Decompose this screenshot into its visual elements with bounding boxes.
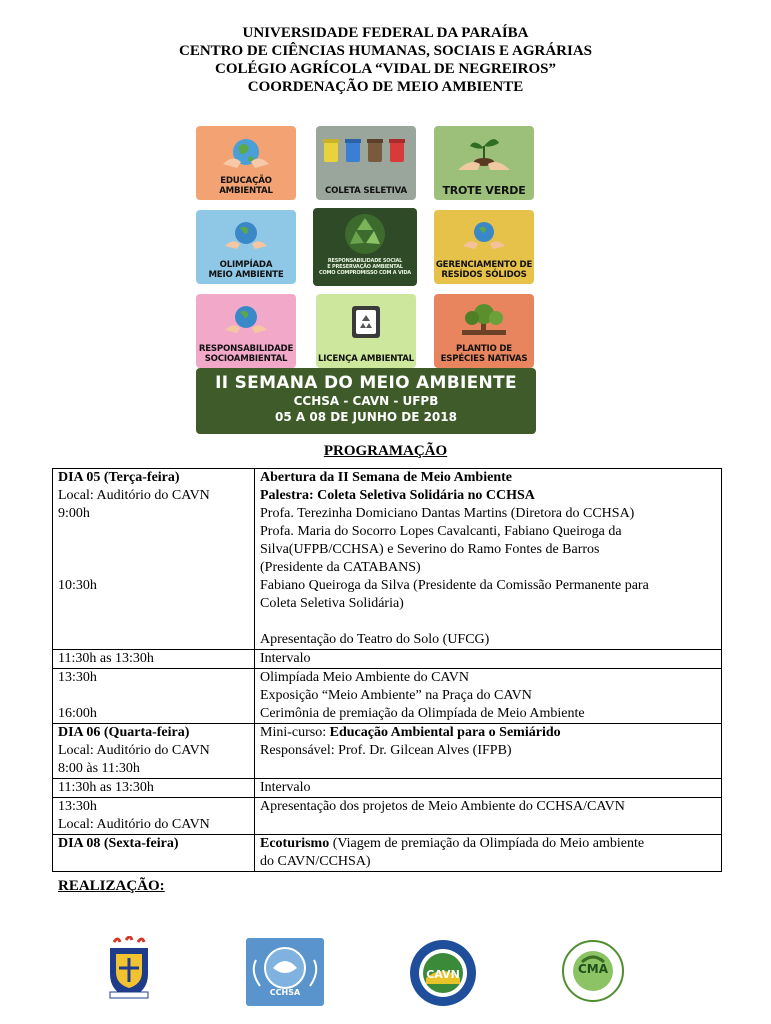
seedling-hands-icon xyxy=(454,134,514,176)
schedule-table xyxy=(52,468,722,872)
tile-label: RESPONSABILIDADE SOCIAL E PRESERVAÇÃO AMBIENTAL COMO COMPROMISSO COM A VIDA xyxy=(319,258,411,276)
globe-hands-icon xyxy=(221,302,271,336)
tile-trote-verde xyxy=(434,126,534,200)
banner-title: II SEMANA DO MEIO AMBIENTE xyxy=(215,373,517,393)
tile-label: LICENÇA AMBIENTAL xyxy=(318,354,414,364)
ufpb-logo xyxy=(104,936,154,1002)
recycling-bins-icon xyxy=(320,134,412,170)
cchsa-logo xyxy=(246,938,324,1006)
globe-hands-icon xyxy=(219,134,273,174)
trees-icon xyxy=(454,302,514,338)
event-poster xyxy=(196,120,536,434)
globe-hands-icon xyxy=(221,218,271,252)
header-university: UNIVERSIDADE FEDERAL DA PARAÍBA xyxy=(242,25,529,41)
tile-label: EDUCAÇÃO AMBIENTAL xyxy=(219,176,273,196)
tile-label: RESPONSABILIDADE SOCIOAMBIENTAL xyxy=(198,344,294,364)
tile-responsabilidade-social xyxy=(313,208,417,286)
header-coordination: COORDENAÇÃO DE MEIO AMBIENTE xyxy=(247,79,524,95)
table-row: 13:30h Local: Auditório do CAVN Apresentação dos projetos de Meio Ambiente do CCHSA/CAVN xyxy=(53,798,722,835)
tile-label: GERENCIAMENTO DE RESÍDOS SÓLIDOS xyxy=(435,260,533,280)
realizacao-title: REALIZAÇÃO: xyxy=(58,878,165,894)
tile-olimpiada xyxy=(196,210,296,284)
table-row: 11:30h as 13:30h Intervalo xyxy=(53,650,722,669)
globe-hands-icon xyxy=(459,218,509,252)
banner-dates: 05 A 08 DE JUNHO DE 2018 xyxy=(275,410,457,424)
table-row xyxy=(53,469,722,650)
cma-logo-text: CMA xyxy=(577,962,609,976)
tile-label: OLIMPÍADA MEIO AMBIENTE xyxy=(208,260,284,280)
schedule-cell-activity: Abertura da II Semana de Meio Ambiente Palestra: Coleta Seletiva Solidária no CCHSA Profa. Terezinha Domiciano Dantas Martins (Diretora do CCHSA) Profa. Maria do Socorro Lopes Cavalcanti, Fabiano Queiroga da Silva(UFPB/CCHSA) e Severino do Ramo Fontes de Barros (Presidente da CATABANS) Fabiano Queiroga da Silva (Presidente da Comissão Permanente para Coleta Seletiva Solidária) Apresentação do Teatro do Solo (UFCG) xyxy=(255,469,722,650)
tile-label: TROTE VERDE xyxy=(442,184,526,197)
tile-coleta-seletiva xyxy=(316,126,416,200)
schedule-cell-when: DIA 05 (Terça-feira) Local: Auditório do CAVN 9:00h 10:30h xyxy=(53,469,255,650)
tile-licenca-ambiental xyxy=(316,294,416,368)
document-header xyxy=(0,24,771,96)
cchsa-logo-text: CCHSA xyxy=(269,988,301,997)
tile-educacao-ambiental xyxy=(196,126,296,200)
tile-plantio-especies xyxy=(434,294,534,368)
header-center: CENTRO DE CIÊNCIAS HUMANAS, SOCIAIS E AGRÁRIAS xyxy=(179,43,592,59)
table-row: DIA 06 (Quarta-feira) Local: Auditório do CAVN 8:00 às 11:30h Mini-curso: Educação Ambiental para o Semiárido Responsável: Prof. Dr. Gilcean Alves (IFPB) xyxy=(53,724,722,779)
cma-logo xyxy=(560,938,626,1004)
table-row: 11:30h as 13:30h Intervalo xyxy=(53,779,722,798)
event-banner xyxy=(196,368,536,434)
banner-subtitle: CCHSA - CAVN - UFPB xyxy=(293,394,439,408)
cavn-logo-text: CAVN xyxy=(426,968,460,981)
table-row: 13:30h 16:00h Olimpíada Meio Ambiente do CAVN Exposição “Meio Ambiente” na Praça do CAVN Cerimônia de premiação da Olimpíada de Meio Ambiente xyxy=(53,669,722,724)
tile-label: PLANTIO DE ESPÉCIES NATIVAS xyxy=(440,344,528,364)
cavn-logo xyxy=(408,938,478,1008)
tile-responsabilidade-socioambiental xyxy=(196,294,296,368)
recycle-document-icon xyxy=(346,302,386,342)
tile-label: COLETA SELETIVA xyxy=(325,186,407,196)
tile-gerenciamento-residuos xyxy=(434,210,534,284)
header-college: COLÉGIO AGRÍCOLA “VIDAL DE NEGREIROS” xyxy=(215,61,556,77)
programacao-title: PROGRAMAÇÃO xyxy=(323,443,448,459)
table-row: DIA 08 (Sexta-feira) Ecoturismo (Viagem de premiação da Olimpíada do Meio ambiente do CAVN/CCHSA) xyxy=(53,835,722,872)
recycle-leaves-icon xyxy=(330,210,400,260)
